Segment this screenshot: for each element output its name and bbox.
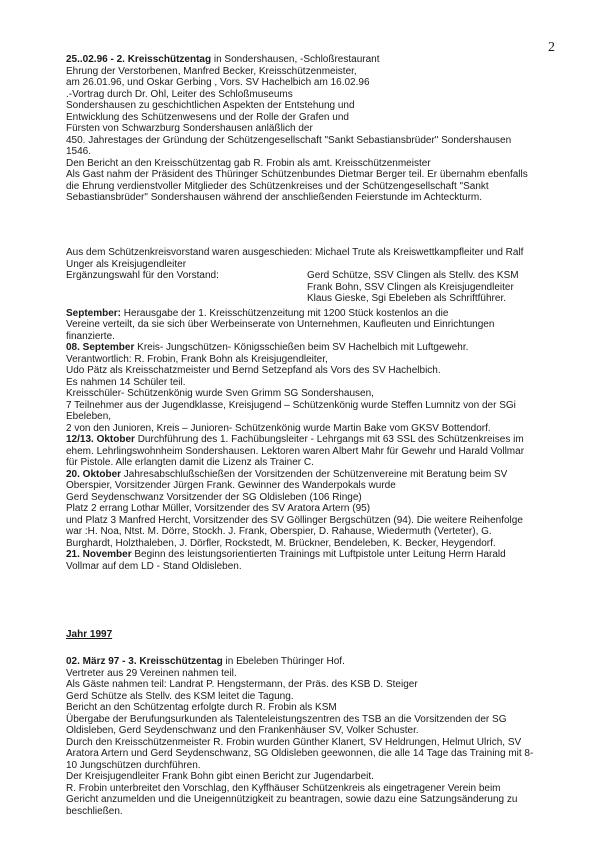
text-line: 2 von den Junioren, Kreis – Junioren- Schützenkönig wurde Martin Bake vom GKSV Bottendorf.	[66, 422, 491, 434]
entry-text: Beginn des leistungsorientierten Trainings mit Luftpistole unter Leitung Herrn Harald	[131, 549, 506, 560]
election-entry: Gerd Schütze, SSV Clingen als Stellv. des KSM	[307, 270, 519, 281]
text-line: Gericht anzumelden und die Uneigennützigkeit zu beantragen, sowie dazu eine Satzungsänderung zu	[66, 794, 518, 805]
section-heading	[66, 656, 586, 668]
section-heading	[66, 54, 586, 66]
entry-text: Durchführung des 1. Fachübungsleiter - Lehrgangs mit 63 SSL des Schützenkreises im	[134, 434, 524, 445]
heading-rest: in Sondershausen, -Schloßrestaurant	[211, 54, 380, 65]
text-line: Aratora Artern und Gerd Seydenschwanz, SG Oldisleben geewonnen, die alle 14 Tage das Training mit 8-	[66, 748, 534, 759]
entry-first-line	[66, 434, 586, 446]
text-line: 7 Teilnehmer aus der Jugendklasse, Kreisjugend – Schützenkönig wurde Steffen Lumnitz von der SGi	[66, 399, 516, 411]
text-line: Es nahmen 14 Schüler teil.	[66, 376, 186, 388]
tab-spacer	[66, 293, 307, 305]
text-line: Vereine verteilt, da sie sich über Werbeinserate von Unternehmen, Kaufleuten und Einrichtungen	[66, 319, 495, 330]
election-entry: Klaus Gieske, Sgi Ebeleben als Schriftführer.	[307, 293, 506, 304]
text-line: Gerd Seydenschwanz Vorsitzender der SG Oldisleben (106 Ringe)	[66, 491, 362, 503]
text-line: Durch den Kreisschützenmeister R. Frobin wurden Günther Klanert, SV Heldrungen, Helmut Ulrich, SV	[66, 736, 522, 748]
text-line: .-Vortrag durch Dr. Ohl, Leiter des Schloßmuseums	[66, 88, 293, 100]
entry-first-line	[66, 549, 586, 561]
text-line: beschließen.	[66, 805, 123, 817]
text-line: war :H. Noa, Ntst. M. Dörre, Stockh. J. Frank, Oberspier, D. Rahause, Wiedermuth (Verteter), G.	[66, 526, 492, 537]
entry-date: 12/13. Oktober	[66, 434, 135, 445]
election-row	[66, 282, 586, 294]
text-line: Den Bericht an den Kreisschützentag gab R. Frobin als amt. Kreisschützenmeister	[66, 157, 431, 169]
election-entry: Frank Bohn, SSV Clingen als Kreisjugendleiter	[307, 281, 514, 293]
text-line: Gerd Schütze als Stellv. des KSM leitet die Tagung.	[66, 690, 294, 702]
text-line: Aus dem Schützenkreisvorstand waren ausgeschieden: Michael Trute als Kreiswettkampfleiter und Ralf	[66, 247, 524, 258]
section-kreisschuetzentag-1997	[66, 656, 586, 817]
text-line: Burghardt, Holzthaleben, J. Dörfler, Rockstedt, M. Brückner, Bendeleben, K. Becker, Heygendorf.	[66, 537, 496, 549]
text-line: Oldisleben, Gerd Seydenschwanz und den Frankenhäuser SV, Volker Schuster.	[66, 725, 419, 736]
text-line: Als Gäste nahmen teil: Landrat P. Hengstermann, der Präs. des KSB D. Steiger	[66, 679, 418, 690]
year-heading-block	[66, 629, 586, 641]
text-line: Unger als Kreisjugendleiter	[66, 258, 187, 270]
text-line: Ebeleben,	[66, 411, 112, 422]
heading-rest: in Ebeleben Thüringer Hof.	[222, 656, 345, 667]
text-line: Vertreter aus 29 Vereinen nahmen teil.	[66, 667, 237, 679]
entry-text: Jahresabschlußschießen der Vorsitzenden der Schützenvereine mit Beratung beim SV	[121, 468, 508, 480]
text-line: R. Frobin unterbreitet den Vorschlag, den Kyffhäuser Schützenkreis als eingetragener Verein beim	[66, 782, 501, 794]
text-line: 450. Jahrestages der Gründung der Schützengesellschaft "Sankt Sebastiansbrüder" Sondershausen	[66, 134, 512, 146]
text-line: Der Kreisjugendleiter Frank Bohn gibt einen Bericht zur Jugendarbeit.	[66, 771, 374, 782]
entry-first-line	[66, 342, 586, 354]
entry-date: 20. Oktober	[66, 468, 122, 480]
text-line: Udo Pätz als Kreisschatzmeister und Bernd Setzepfand als Vors des SV Hachelbich.	[66, 365, 441, 376]
text-line: Entwicklung des Schützenwesens und der Rolle der Grafen und	[66, 111, 349, 123]
entry-text: Kreis- Jungschützen- Königsschießen beim SV Hachelbich mit Luftgewehr.	[134, 342, 469, 353]
entry-date: 21. November	[66, 549, 132, 560]
section-vorstand-1996	[66, 247, 586, 572]
text-line: Kreisschüler- Schützenkönig wurde Sven Grimm SG Sondershausen,	[66, 388, 374, 399]
tab-spacer	[66, 282, 307, 294]
text-line: Verantwortlich: R. Frobin, Frank Bohn als Kreisjugendleiter,	[66, 353, 328, 365]
entry-first-line	[66, 308, 586, 320]
text-line: am 26.01.96, und Oskar Gerbing , Vors. SV Hachelbich am 16.02.96	[66, 77, 370, 88]
heading-date: 02. März 97 - 3. Kreisschützentag	[66, 656, 223, 667]
text-line: die Ehrung verdienstvoller Mitglieder des Schützenkreises und der Schützengesellschaft "Sankt	[66, 180, 489, 192]
page-number: 2	[548, 40, 555, 55]
text-line: 10 Jungschützen durchführen.	[66, 759, 201, 771]
text-line: für Pistole. Alle erlangten damit die Lizenz als Trainer C.	[66, 457, 314, 468]
text-line: Als Gast nahm der Präsident des Thüringer Schützenbundes Dietmar Berger teil. Er übernahm ebenfalls	[66, 169, 528, 180]
entry-date: September:	[66, 307, 122, 319]
text-line: Fürsten von Schwarzburg Sondershausen anläßlich der	[66, 123, 313, 134]
entry-first-line	[66, 469, 586, 481]
text-line: Übergabe der Berufungsurkunden als Talenteleistungszentren des TSB an die Vorsitzenden der SG	[66, 713, 507, 725]
text-line: Platz 2 errang Lothar Müller, Vorsitzender des SV Aratora Artern (95)	[66, 503, 371, 514]
text-line: ehem. Lehrlingswohnheim Sondershausen. Lektoren waren Albert Mahr für Gewehr und Harald Vollmar	[66, 445, 525, 457]
entry-text: Herausgabe der 1. Kreisschützenzeitung mit 1200 Stück kostenlos an die	[121, 307, 449, 319]
heading-date: 25..02.96 - 2. Kreisschützentag	[66, 54, 212, 65]
text-line: Sebastiansbrüder" Sondershausen während der anschließenden Feierstunde im Achteckturm.	[66, 192, 483, 203]
election-row	[66, 270, 586, 282]
year-heading: Jahr 1997	[66, 629, 113, 640]
section-kreisschuetzentag-1996	[66, 54, 586, 204]
text-line: finanzierte.	[66, 330, 115, 342]
text-line: Vollmar auf dem LD - Stand Oldisleben.	[66, 560, 242, 572]
text-line: 1546.	[66, 146, 92, 157]
text-line: Bericht an den Schützentag erfolgte durch R. Frobin als KSM	[66, 702, 337, 713]
text-line: Oberspier, Vorsitzender Jürgen Frank. Gewinner des Wanderpokals wurde	[66, 480, 396, 491]
text-line: und Platz 3 Manfred Hercht, Vorsitzender des SV Göllinger Bergschützen (94). Die weitere Reihenfolge	[66, 514, 523, 526]
text-line: Ehrung der Verstorbenen, Manfred Becker, Kreisschützenmeister,	[66, 65, 357, 77]
elections-label: Ergänzungswahl für den Vorstand:	[66, 270, 219, 281]
election-row	[66, 293, 586, 305]
text-line: Sondershausen zu geschichtlichen Aspekten der Entstehung und	[66, 100, 355, 111]
entry-date: 08. September	[66, 342, 135, 353]
